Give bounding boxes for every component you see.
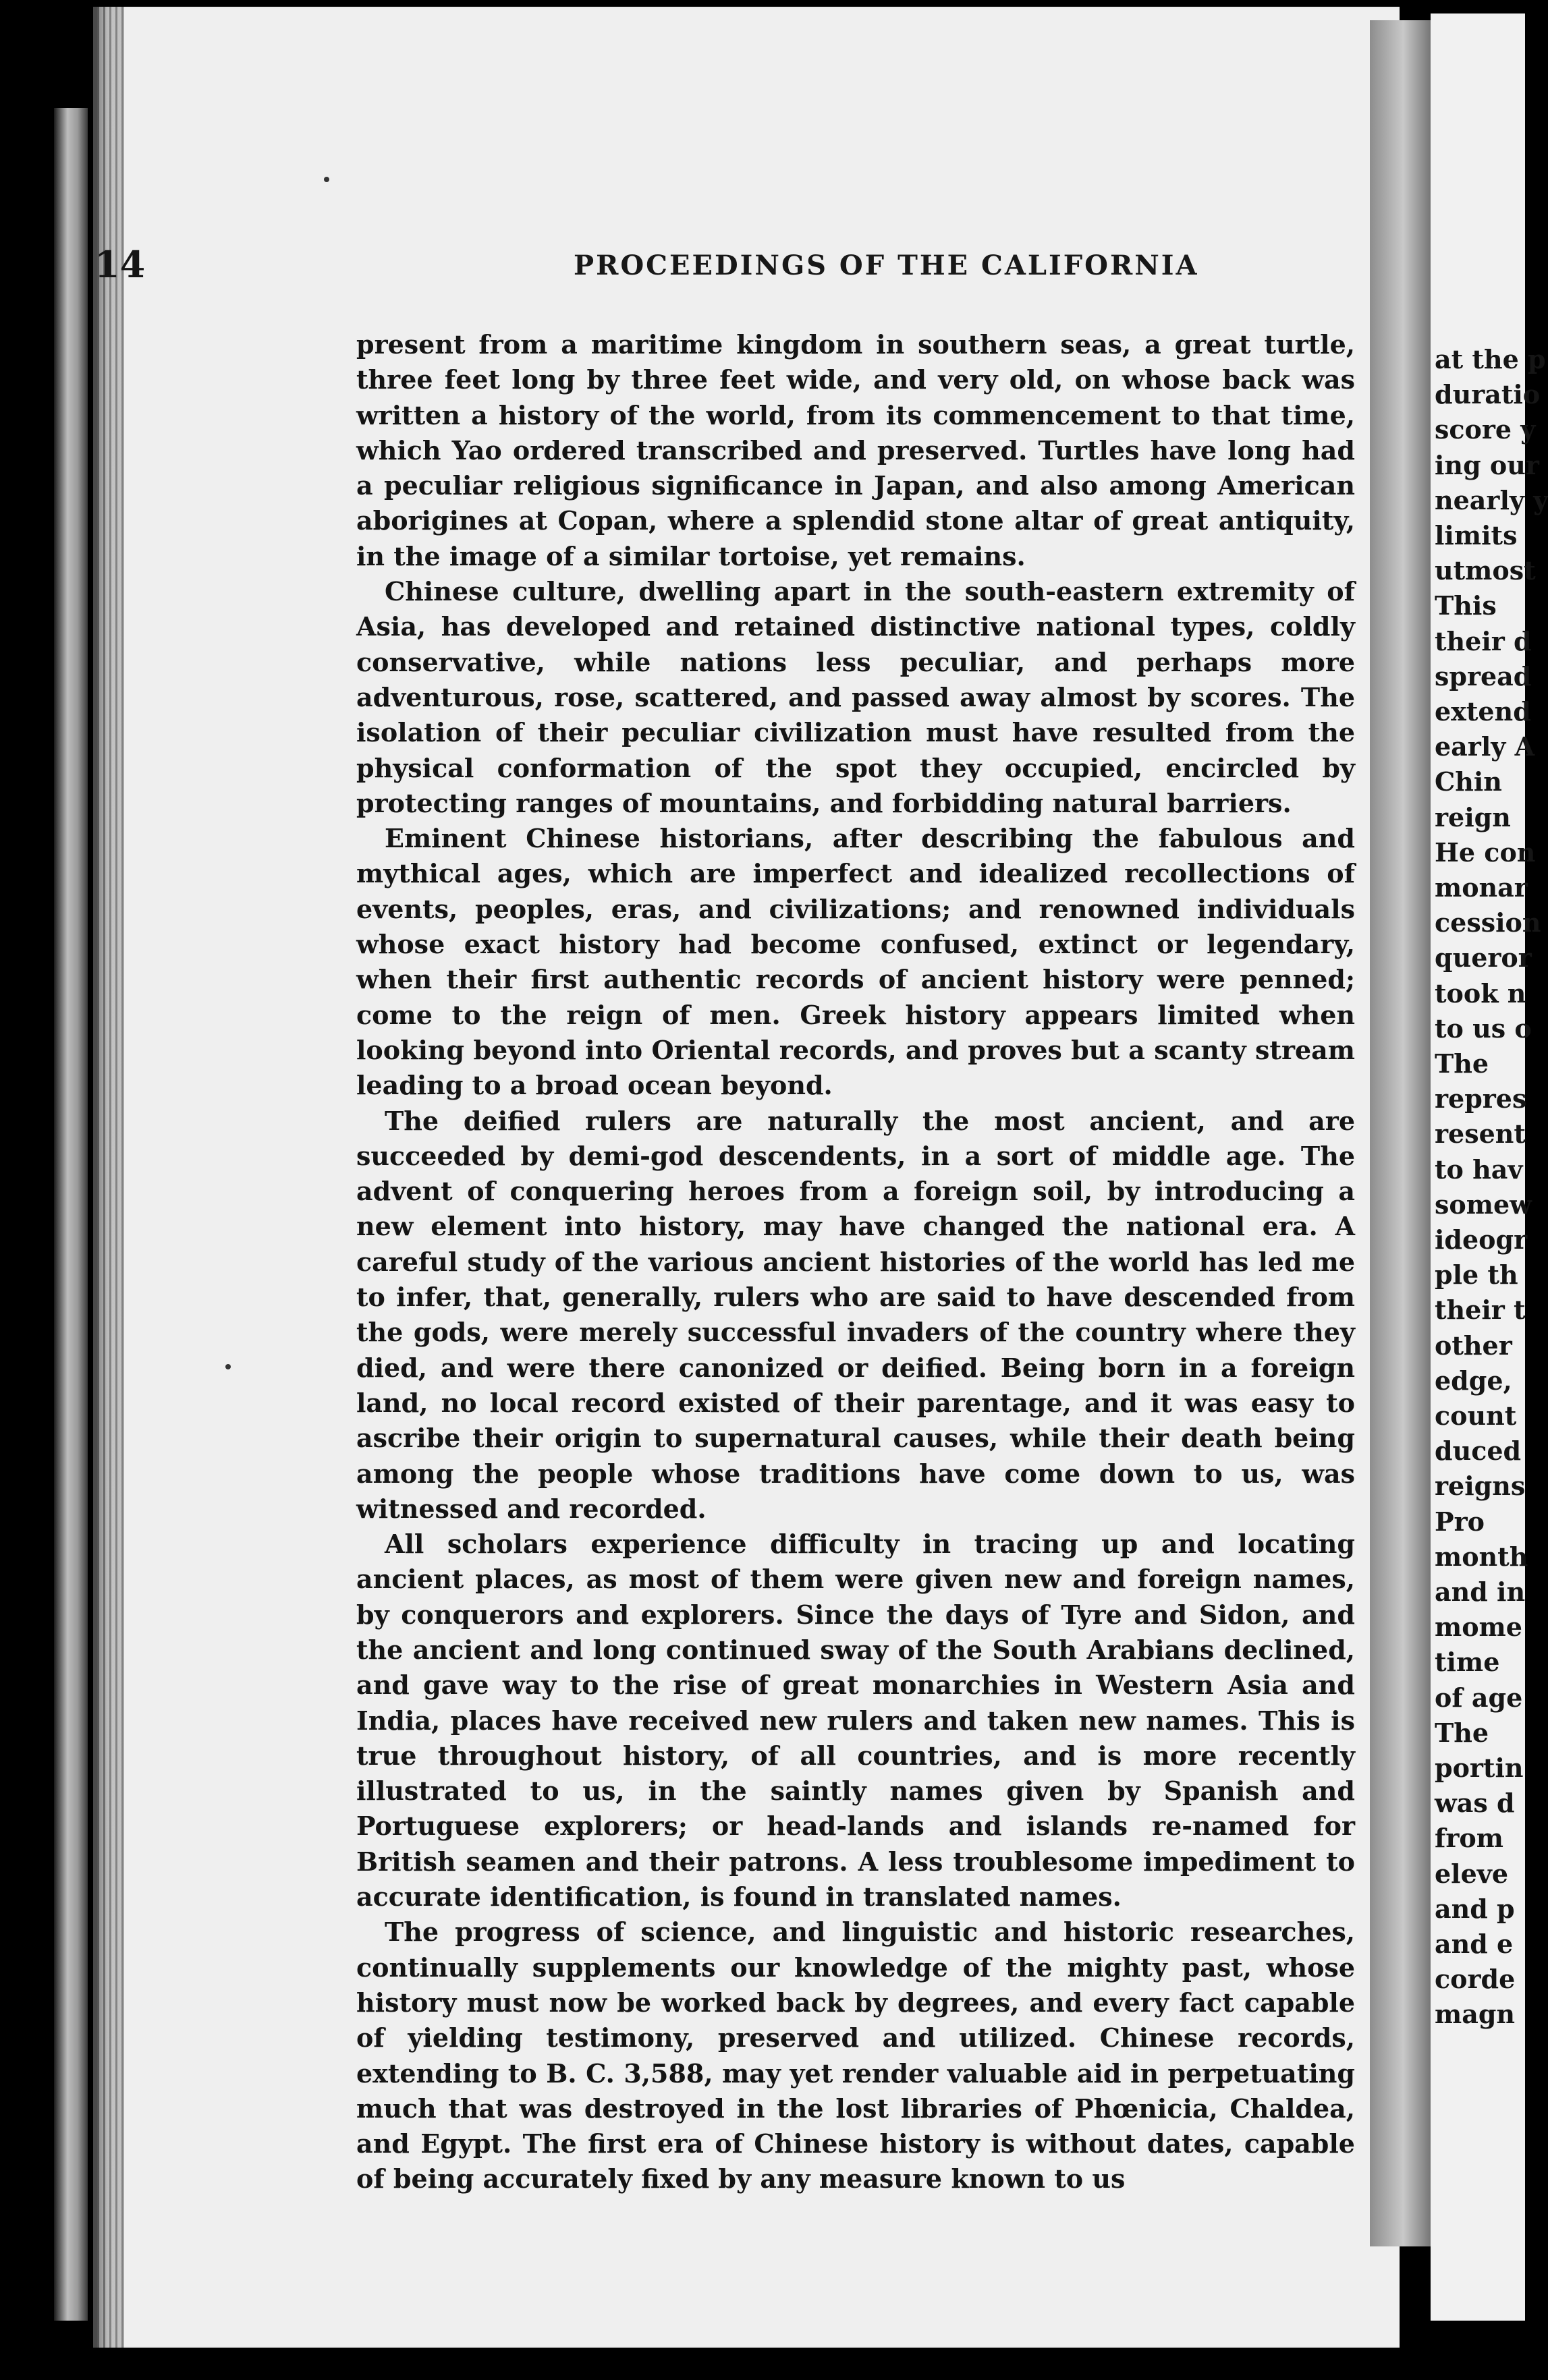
next-page-fragment: Chin [1435,766,1502,797]
next-page-fragment: early A [1435,731,1535,762]
next-page-fragment: somew [1435,1189,1532,1220]
next-page-fragment: portin [1435,1753,1524,1783]
next-page-fragment: month [1435,1541,1528,1572]
next-page-fragment: at the p [1435,344,1546,374]
next-page-fragment: The [1435,1717,1489,1748]
next-page-fragment: nearly y [1435,484,1548,515]
body-text [356,327,1355,2197]
print-speck [225,1364,231,1369]
next-page-fragment: their t [1435,1295,1526,1326]
next-page-fragment: This [1435,590,1497,621]
next-page-fragment: and e [1435,1929,1514,1959]
paragraph: Chinese culture, dwelling apart in the south-eastern extremity of Asia, has developed and retained distinctive national types, coldly conservative, while nations less peculiar, and perhaps more adventurous, rose, scattered, and passed away almost by scores. The isolation of their peculiar civilization must have resulted from the physical conformation of the spot they occupied, encircled by protecting ranges of mountains, and forbidding natural barriers. [356,576,1355,818]
next-page-fragment: to us o [1435,1013,1532,1044]
next-page-fragment: took n [1435,978,1526,1009]
next-page-fragment: He con [1435,837,1536,868]
next-page-edge [1431,13,1548,2321]
next-page-fragment: eleve [1435,1858,1509,1889]
next-page-fragment: cession [1435,907,1541,938]
next-page-fragment: to hav [1435,1154,1523,1185]
paragraph: The deified rulers are naturally the most ancient, and are succeeded by demi-god descendents, in a sort of middle age. The advent of conquering heroes from a foreign soil, by introducing a new element into history, may have changed the national era. A careful study of the various ancient histories of the world has led me to infer, that, generally, rulers who are said to have descended from the gods, were merely successful invaders of the country where they died, and were there canonized or deified. Being born in a foreign land, no local record existed of their parentage, and it was easy to ascribe their origin to supernatural causes, while their death being among the people whose traditions have come down to us, was witnessed and recorded. [356,1105,1355,1524]
next-page-fragment: other [1435,1330,1512,1361]
next-page-fragment: Pro [1435,1506,1485,1537]
next-page-fragment: repres [1435,1083,1527,1114]
next-page-fragment: The [1435,1048,1489,1079]
next-page-fragment: from [1435,1823,1503,1854]
next-page-fragment: corde [1435,1964,1516,1995]
next-page-fragment: their d [1435,625,1532,656]
next-page-fragment: monar [1435,872,1528,903]
next-page-fragment: utmost [1435,555,1536,586]
next-page-fragment: duced [1435,1436,1522,1467]
next-page-fragment: count [1435,1400,1517,1431]
next-page-fragment: ing our [1435,449,1539,480]
next-page-fragment: and p [1435,1893,1515,1924]
next-page-fragment: queror [1435,942,1532,973]
paragraph: Eminent Chinese historians, after describing the fabulous and mythical ages, which are imperfect and idealized recollections of events, peoples, eras, and civilizations; and renowned individuals whose exact history had become confused, extinct or legendary, when their first authentic records of ancient history were penned; come to the reign of men. Greek history appears limited when looking beyond into Oriental records, and proves but a scanty stream leading to a broad ocean beyond. [356,823,1355,1101]
next-page-fragment: of age [1435,1682,1523,1713]
next-page-fragment: score y [1435,414,1536,445]
next-page-fragment: reign [1435,801,1511,832]
print-speck [324,177,329,182]
next-page-fragment: time [1435,1647,1500,1678]
next-page-fragment: resent [1435,1118,1526,1150]
next-page-fragment: and in [1435,1577,1526,1607]
next-page-fragment: ideogr [1435,1224,1528,1255]
next-page-fragment: spread [1435,660,1532,691]
paragraph: The progress of science, and linguistic and historic researches, continually supplements our knowledge of the mighty past, whose history must now be worked back by degrees, and every fact capable of yielding testimony, preserved and utilized. Chinese records, extending to B. C. 3,588, may yet render valuable aid in perpetuating much that was destroyed in the lost libraries of Phœnicia, Chaldea, and Egypt. The first era of Chinese history is without dates, capable of being accurately fixed by any measure known to us [356,1917,1355,2194]
next-page-fragment: was d [1435,1788,1515,1819]
next-page-fragment: extend [1435,696,1531,727]
book-left-edge [54,108,88,2321]
next-page-fragment: duratio [1435,379,1541,410]
next-page-fragment: limits [1435,520,1518,550]
next-page-fragment: edge, [1435,1365,1512,1396]
page-number: 14 [94,243,146,286]
paragraph: present from a maritime kingdom in southern seas, a great turtle, three feet long by three feet wide, and very old, on whose back was written a history of the world, from its commencement to that time, which Yao ordered transcribed and preserved. Turtles have long had a peculiar religious significance in Japan, and also among American aborigines at Copan, where a splendid stone altar of great antiquity, in the image of a similar tortoise, yet remains. [356,329,1355,571]
next-page-fragment: magn [1435,1999,1516,2030]
page-edge-lines [97,7,124,2348]
paragraph: All scholars experience difficulty in tracing up and locating ancient places, as most of them were given new and foreign names, by conquerors and explorers. Since the days of Tyre and Sidon, and the ancient and long continued sway of the South Arabians declined, and gave way to the rise of great monarchies in Western Asia and India, places have received new rulers and taken new names. This is true throughout history, of all countries, and is more recently illustrated to us, in the saintly names given by Spanish and Portuguese explorers; or head-lands and islands re-named for British seamen and their patrons. A less troublesome impediment to accurate identification, is found in translated names. [356,1529,1355,1913]
next-page-fragment: mome [1435,1612,1522,1643]
running-head: PROCEEDINGS OF THE CALIFORNIA [574,250,1199,281]
next-page-fragment: ple th [1435,1259,1518,1291]
next-page-fragment: reigns [1435,1471,1526,1502]
